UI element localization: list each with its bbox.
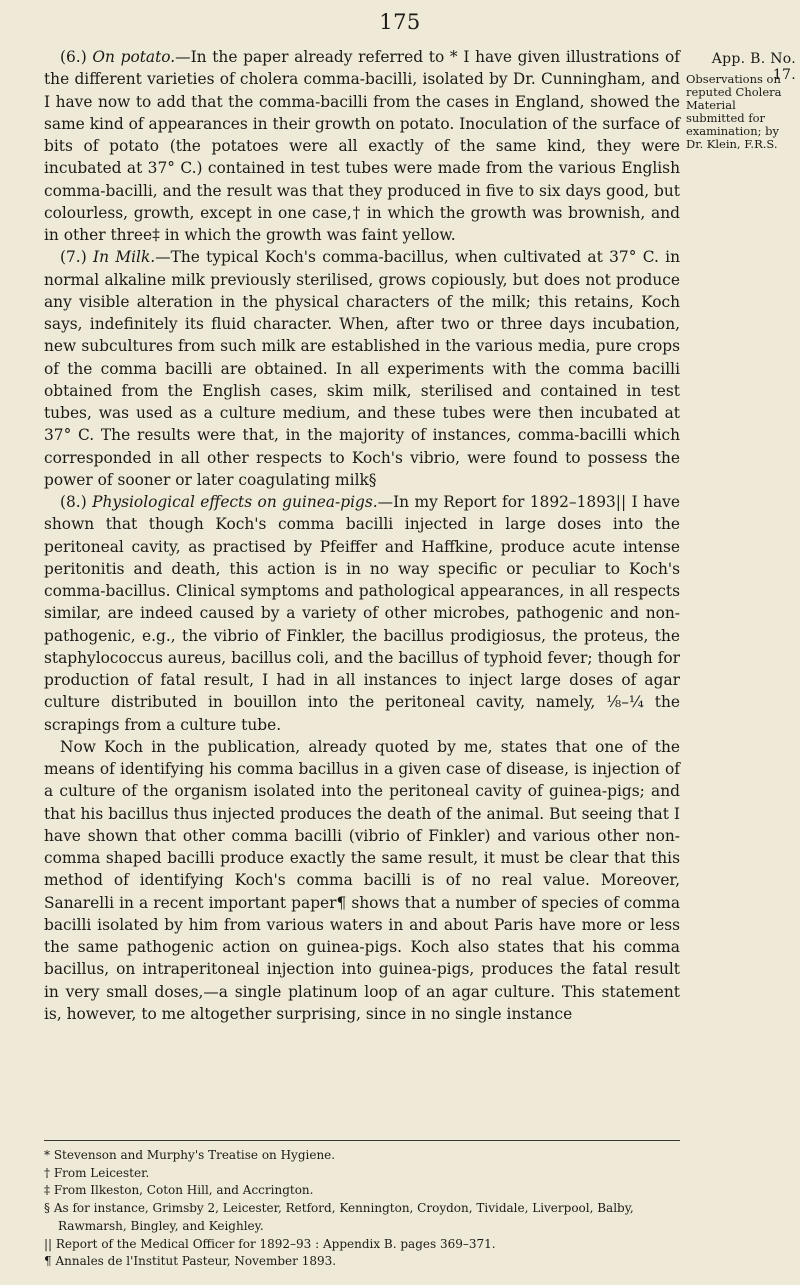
paragraph-heading: In Milk. xyxy=(93,248,156,267)
paragraph-text: —In the paper already referred to * I have given illustrations of the different varieties of cholera comma-bacilli, isolated by Dr. Cunningham, and I have now to add that the comma-bacilli from the cases in England, showed the same kind of appearances in their growth on potato. Inoculation of the surface of bits of potato (the potatoes were all exactly of the same kind, they were incubated at 37° C.) contained in test tubes were made from the various English comma-bacilli, and the result was that they produced in five to six days good, but colourless, growth, except in one case,† in which the growth was brownish, and in other three‡ in which the growth was faint yellow. xyxy=(44,48,680,244)
paragraph-on-potato xyxy=(44,46,680,246)
footnote-star: * Stevenson and Murphy's Treatise on Hygiene. xyxy=(44,1148,336,1162)
margin-reference: App. B. No. 17. xyxy=(711,51,796,83)
paragraph-heading: Physiological effects on guinea-pigs. xyxy=(92,493,378,511)
paragraph-number: (8.) xyxy=(60,493,93,511)
body-text xyxy=(44,46,680,1025)
footnote-parallel: || Report of the Medical Officer for 1892–93 : Appendix B. pages 369–371. xyxy=(44,1236,496,1251)
paragraph-text: —In my Report for 1892–1893|| I have shown that though Koch's comma bacilli injected in large doses into the peritoneal cavity, as practised by Pfeiffer and Haffkine, produce acute intense peritonitis and death, this action is in no way specific or peculiar to Koch's comma-bacillus. Clinical symptoms and pathological appearances, in all respects similar, are indeed caused by a variety of other microbes, pathogenic and non-pathogenic, e.g., the vibrio of Finkler, the bacillus prodigiosus, the proteus, the staphylococcus aureus, bacillus coli, and the bacillus of typhoid fever; though for production of fatal result, I had in all instances to inject large doses of agar culture distributed in bouillon into the peritoneal cavity, namely, ⅛–¼ the scrapings from a culture tube. xyxy=(44,493,680,734)
paragraph-koch-method xyxy=(44,736,680,1025)
footnote-rule xyxy=(44,1140,680,1141)
paragraph-text: —The typical Koch's comma-bacillus, when cultivated at 37° C. in normal alkaline milk previously sterilised, grows copiously, but does not produce any visible alteration in the physical characters of the milk; this retains, Koch says, indefinitely its fluid character. When, after two or three days incubation, new subcultures from such milk are established in the various media, pure crops of the comma bacilli are obtained. In all experiments with the comma bacilli obtained from the English cases, skim milk, sterilised and contained in test tubes, was used as a culture medium, and these tubes were then incubated at 37° C. The results were that, in the majority of instances, comma-bacilli which corresponded in all other respects to Koch's vibrio, were found to possess the power of sooner or later coagulating milk§ xyxy=(44,248,680,489)
paragraph-heading: On potato. xyxy=(92,48,176,66)
paragraph-physiological-effects xyxy=(44,491,680,736)
footnote-section: § As for instance, Grimsby 2, Leicester, Retford, Kennington, Croydon, Tividale, Liverpool, Balby, Rawmarsh, Bingley, and Keighley. xyxy=(44,1201,634,1233)
footnotes xyxy=(44,1147,680,1271)
page-number: 175 xyxy=(379,10,421,34)
margin-note: Observations on reputed Cholera Material submitted for examination; by Dr. Klein, F.R.S. xyxy=(686,72,782,151)
footnote-dagger: † From Leicester. xyxy=(44,1165,150,1180)
paragraph-number: (7.) xyxy=(60,248,94,267)
paragraph-text: Now Koch in the publication, already quoted by me, states that one of the means of identifying his comma bacillus in a given case of disease, is injection of a culture of the organism isolated into the peritoneal cavity of guinea-pigs; and that his bacillus thus injected produces the death of the animal. But seeing that I have shown that other comma bacilli (vibrio of Finkler) and various other non-comma shaped bacilli produce exactly the same result, it must be clear that this method of identifying Koch's comma bacilli is of no real value. Moreover, Sanarelli in a recent important paper¶ shows that a number of species of comma bacilli isolated by him from various waters in and about Paris have more or less the same pathogenic action on guinea-pigs. Koch also states that his comma bacillus, on intraperitoneal injection into guinea-pigs, produces the fatal result in very small doses,—a single platinum loop of an agar culture. This statement is, however, to me altogether surprising, since in no single instance xyxy=(44,737,680,1023)
footnote-pilcrow: ¶ Annales de l'Institut Pasteur, November 1893. xyxy=(44,1254,337,1269)
footnote-double-dagger: ‡ From Ilkeston, Coton Hill, and Accrington. xyxy=(44,1183,314,1198)
paragraph-number: (6.) xyxy=(60,48,93,66)
paragraph-in-milk xyxy=(44,246,680,491)
